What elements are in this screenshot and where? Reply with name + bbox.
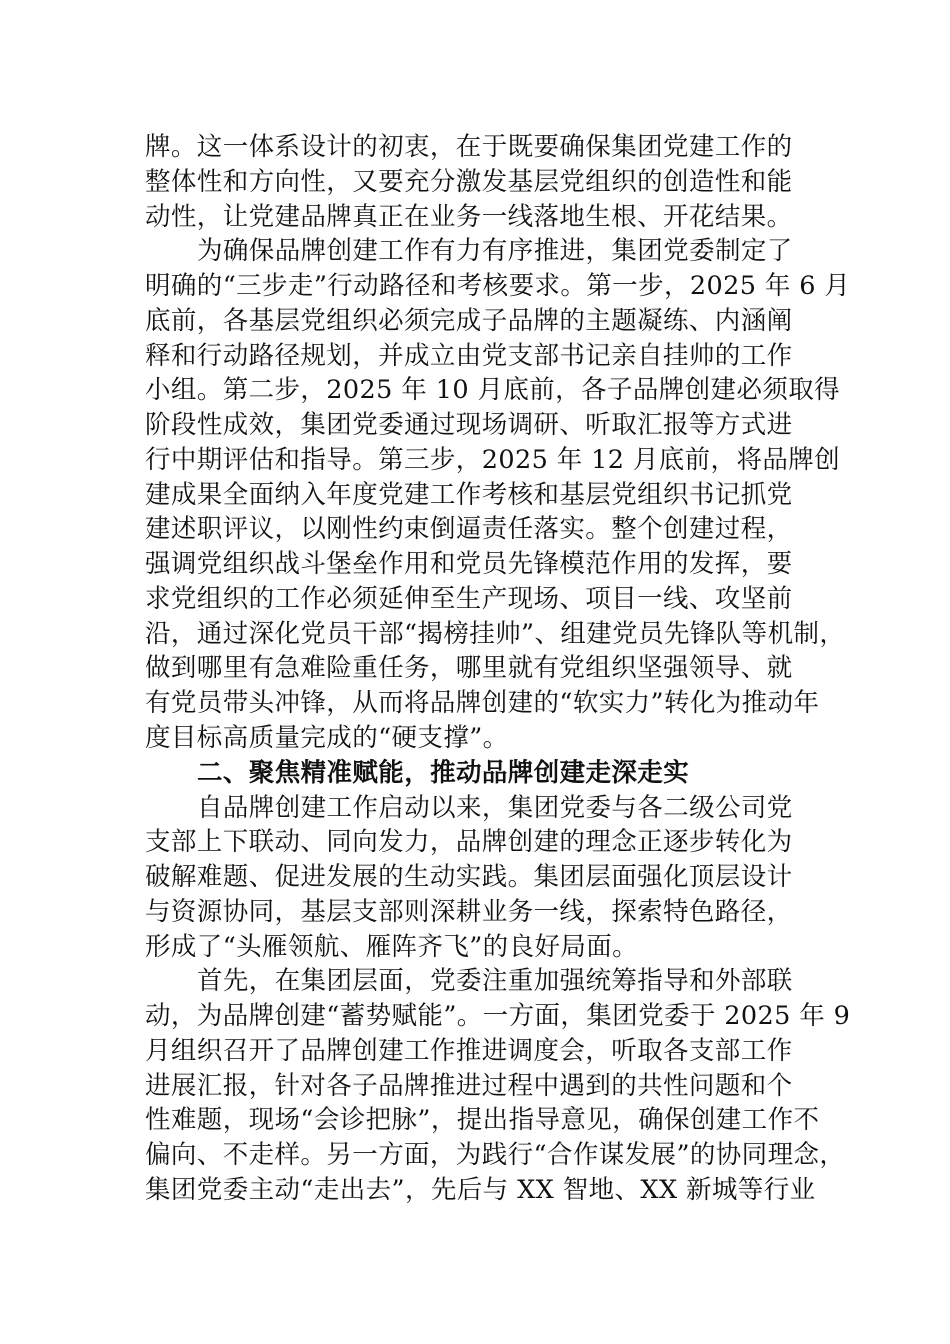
text-line: 阶段性成效，集团党委通过现场调研、听取汇报等方式进: [145, 410, 793, 441]
text-line: 沿，通过深化党员干部“揭榜挂帅”、组建党员先锋队等机制，: [145, 618, 846, 649]
text-line: 支部上下联动、同向发力，品牌创建的理念正逐步转化为: [145, 827, 793, 858]
text-line: 有党员带头冲锋，从而将品牌创建的“软实力”转化为推动年: [145, 688, 820, 719]
text-line: 行中期评估和指导。第三步，2025 年 12 月底前，将品牌创: [145, 444, 841, 475]
text-line: 底前，各基层党组织必须完成子品牌的主题凝练、内涵阐: [145, 305, 793, 336]
text-line: 做到哪里有急难险重任务，哪里就有党组织坚强领导、就: [145, 653, 793, 684]
text-line: 小组。第二步，2025 年 10 月底前，各子品牌创建必须取得: [145, 375, 841, 406]
text-line: 度目标高质量完成的“硬支撑”。: [145, 723, 509, 754]
text-line: 动性，让党建品牌真正在业务一线落地生根、开花结果。: [145, 201, 793, 232]
text-line: 进展汇报，针对各子品牌推进过程中遇到的共性问题和个: [145, 1070, 793, 1101]
text-line: 破解难题、促进发展的生动实践。集团层面强化顶层设计: [145, 862, 793, 893]
document-page: [145, 130, 851, 1208]
text-line: 建述职评议，以刚性约束倒逼责任落实。整个创建过程，: [145, 514, 793, 545]
text-line: 牌。这一体系设计的初衷，在于既要确保集团党建工作的: [145, 132, 793, 162]
text-line: 整体性和方向性，又要充分激发基层党组织的创造性和能: [145, 166, 793, 197]
text-line: 形成了“头雁领航、雁阵齐飞”的良好局面。: [145, 931, 639, 962]
text-line: 自品牌创建工作启动以来，集团党委与各二级公司党: [197, 792, 793, 823]
text-line: 集团党委主动“走出去”，先后与 XX 智地、XX 新城等行业: [145, 1174, 816, 1205]
text-line: 偏向、不走样。另一方面，为践行“合作谋发展”的协同理念，: [145, 1140, 846, 1171]
text-line: 明确的“三步走”行动路径和考核要求。第一步，2025 年 6 月: [145, 271, 851, 302]
section-heading: 二、聚焦精准赋能，推动品牌创建走深走实: [197, 757, 690, 788]
text-line: 建成果全面纳入年度党建工作考核和基层党组织书记抓党: [145, 479, 793, 510]
text-line: 性难题，现场“会诊把脉”，提出指导意见，确保创建工作不: [145, 1105, 820, 1136]
text-line: 释和行动路径规划，并成立由党支部书记亲自挂帅的工作: [145, 340, 793, 371]
text-line: 动，为品牌创建“蓄势赋能”。一方面，集团党委于 2025 年 9: [145, 1001, 851, 1032]
text-line: 与资源协同，基层支部则深耕业务一线，探索特色路径，: [145, 896, 793, 927]
text-line: 首先，在集团层面，党委注重加强统筹指导和外部联: [197, 966, 793, 997]
text-line: 强调党组织战斗堡垒作用和党员先锋模范作用的发挥，要: [145, 549, 793, 580]
text-line: 为确保品牌创建工作有力有序推进，集团党委制定了: [197, 236, 793, 267]
text-line: 月组织召开了品牌创建工作推进调度会，听取各支部工作: [145, 1035, 793, 1066]
text-line: 求党组织的工作必须延伸至生产现场、项目一线、攻坚前: [145, 583, 793, 614]
